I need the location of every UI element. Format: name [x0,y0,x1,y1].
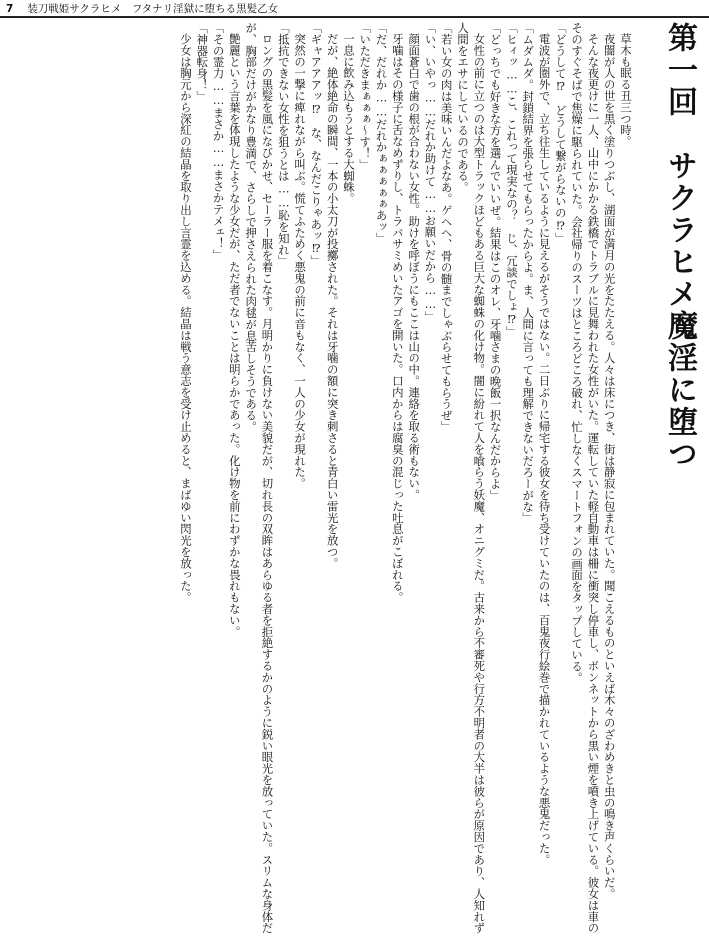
dialogue-line: 「神器転身！」 [195,22,210,102]
dialogue-line: 「どうして⁉ どうして繋がらないの⁉」 [553,22,568,244]
dialogue-line: 「ギャアアアッ⁉ な、なんだこりゃあッ⁉」 [309,22,324,267]
narration-paragraph: 牙噛はその様子に舌なめずりし、トラバサミめいたアゴを開いた。口内からは腐臭の混じった吐息がこぼれる。 [390,33,405,604]
chapter-title: 第一回 サクラヒメ魔淫に堕つ [662,22,697,470]
narration-paragraph: 艶麗という言葉を体現したような少女だが、ただ者でないことは明らかであった。化け物を前にわずかな畏れもない。 [227,33,242,638]
dialogue-line: 「ムダムダ。封鎖結界を張らせてもらったからよ。ま、人間に言っても理解できないだろーがな」 [521,22,536,524]
dialogue-line: 「い、いやっ……だれか助けて……お願いだから……」 [423,22,438,323]
narration-paragraph: 電波が圏外で、立ち往生しているように見えるがそうではない。二日ぶりに帰宅する彼女を待ち受けていたのは、百鬼夜行絵巻で描かれているような悪鬼だった。 [537,33,552,866]
body-text [22,22,634,934]
narration-paragraph: そんな夜更けに一人、山中にかかる鉄橋でトラブルに見舞われた女性がいた。運転していた軽自動車は柵に衝突し停車し、ボンネットから黒い煙を噴き上げている。彼女は車のそのすぐそばで焦燥に駆られていた。会社帰りのスーツはところどころ破れ、忙しなくスマートフォンの画面をタップしている。 [570,22,601,934]
running-header [6,2,278,16]
dialogue-line: 「だ、だれか……だれかぁぁぁぁぁあッ」 [374,22,389,244]
narration-paragraph: 突然の一撃に痺れながら叫ぶ。慌てふためく悪鬼の前に音もなく、一人の少女が現れた。 [293,33,308,490]
header-divider [0,16,709,18]
narration-paragraph: 一息に飲み込もうとする大蜘蛛。 [341,33,356,205]
running-title: 装刀戦姫サクラヒメ フタナリ淫獄に堕ちる黒髪乙女 [27,3,279,15]
narration-paragraph: だが、絶体絶命の瞬間、一本の小太刀が投擲された。それは牙噛の額に突き刺さると青白い雷光を放つ。 [325,33,340,570]
dialogue-line: 「ヒィッ……こ、これって現実なの？ じ、冗談でしょ⁉」 [504,22,519,338]
narration-paragraph: 女性の前に立つのは大型トラックほどもある巨大な蜘蛛の化け物。闇に紛れて人を喰らう妖魔、オニグミだ。古来から不審死や行方不明者の大半は彼らが原因であり、人知れず人間をエサにしているのである。 [456,22,487,934]
dialogue-line: 「抵抗できない女性を狙うとは……恥を知れ」 [276,22,291,267]
dialogue-line: 「どっちでも好きな方を選んでいいぜ。結果はこのオレ、牙噛さまの晩飯一択なんだからよ」 [488,22,503,501]
dialogue-line: 「いただきまぁぁぁ～す！」 [358,22,373,171]
dialogue-line: 「その霊力……まさか……まさかテメェ！」 [211,22,226,261]
narration-paragraph: 夜闇が人の世を黒く塗りつぶし、湖面が満月の光をたたえる。人々は床につき、街は静寂に包まれていた。聞こえるものといえば木々のざわめきと虫の鳴き声くらいだ。 [602,33,617,900]
page-number: 7 [6,3,14,15]
narration-paragraph: ロングの黒髪を風になびかせ、セーラー服を着こなす。月明かりに負けない美貌だが、切れ長の双眸はあらゆる者を拒絶するかのように鋭い眼光を放っていた。スリムな身体だが、胸部だけがかなり豊満で、さらしで押さえられた肉毬が息苦しそうである。 [244,22,275,934]
dialogue-line: 「若い女の肉は美味いんだよなあ。ゲヘヘ、骨の髄までしゃぶらせてもらうぜ」 [439,22,454,433]
narration-paragraph: 顔面蒼白で歯の根が合わない女性。助けを呼ぼうにもここは山の中。連絡を取る術もない。 [407,33,422,501]
narration-paragraph: 草木も眠る丑三つ時。 [619,33,633,148]
narration-paragraph: 少女は胸元から深紅の結晶を取り出し言霊を込める。結晶は戦う意志を受け止めると、まばゆい閃光を放った。 [178,33,193,604]
